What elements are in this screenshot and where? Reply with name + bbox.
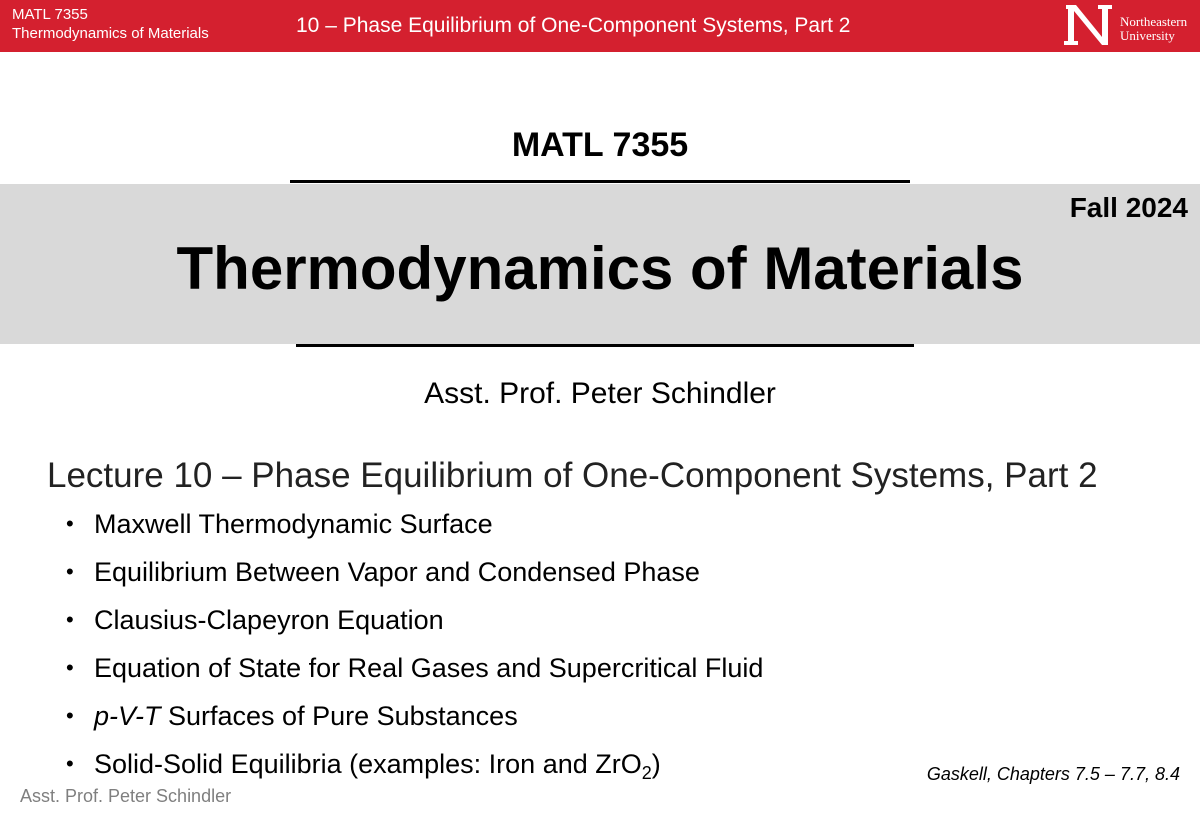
header-bar [0,0,1200,52]
course-code: MATL 7355 [511,126,689,164]
bullet-icon: • [66,703,74,728]
university-logo [1062,3,1194,47]
topic-list [66,505,763,793]
course-title: Thermodynamics of Materials [176,235,1024,302]
list-item: • Equation of State for Real Gases and Supercritical Fluid [66,649,763,697]
university-logo-text: Northeastern University [1120,14,1188,43]
list-item: • Solid-Solid Equilibria (examples: Iron and ZrO$_2$) [66,745,763,793]
northeastern-n-logo-icon [1062,3,1116,47]
divider-bottom [296,344,914,347]
reference-citation: Gaskell, Chapters 7.5 – 7.7, 8.4 [926,764,1180,784]
instructor-name: Asst. Prof. Peter Schindler [424,377,776,410]
header-course-code: MATL 7355 [12,6,88,23]
bullet-icon: • [66,655,74,680]
header-course-info [12,5,209,43]
list-item: • Maxwell Thermodynamic Surface [66,505,763,553]
bullet-icon: • [66,751,74,776]
header-course-name: Thermodynamics of Materials [12,25,209,42]
bullet-icon: • [66,559,74,584]
divider-top [290,180,910,183]
footer-presenter: Asst. Prof. Peter Schindler [20,786,232,806]
bullet-icon: • [66,607,74,632]
list-item: • Equilibrium Between Vapor and Condensed Phase [66,553,763,601]
lecture-title: Lecture 10 – Phase Equilibrium of One-Component Systems, Part 2 [47,456,1098,495]
bullet-icon: • [66,511,74,536]
list-item: • Clausius-Clapeyron Equation [66,601,763,649]
list-item: • p-V-T Surfaces of Pure Substances [66,697,763,745]
term-label: Fall 2024 [1069,192,1188,223]
header-lecture-title: 10 – Phase Equilibrium of One-Component Systems, Part 2 [296,14,851,37]
